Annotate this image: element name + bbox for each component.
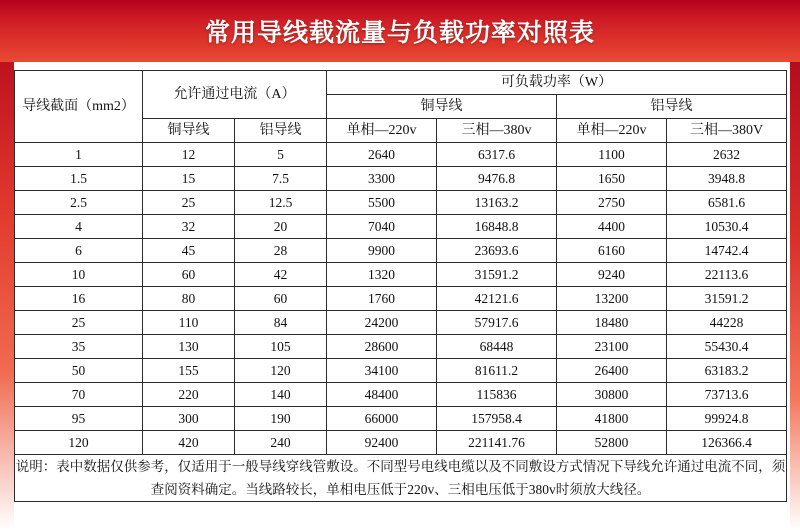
cell-copper-single: 2640 — [327, 143, 437, 167]
table-row — [15, 215, 787, 239]
cell-copper-current: 25 — [143, 191, 235, 215]
cell-aluminum-three: 55430.4 — [667, 335, 787, 359]
cell-copper-single: 1320 — [327, 263, 437, 287]
cell-copper-current: 130 — [143, 335, 235, 359]
cell-aluminum-current: 105 — [235, 335, 327, 359]
cell-aluminum-single: 23100 — [557, 335, 667, 359]
cell-copper-single: 9900 — [327, 239, 437, 263]
header-copper-group: 铜导线 — [327, 95, 557, 119]
cell-section: 1 — [15, 143, 143, 167]
table-row — [15, 167, 787, 191]
cell-aluminum-single: 2750 — [557, 191, 667, 215]
cell-aluminum-single: 9240 — [557, 263, 667, 287]
cell-aluminum-single: 41800 — [557, 407, 667, 431]
cell-copper-three: 157958.4 — [437, 407, 557, 431]
left-accent-bar — [0, 0, 14, 530]
cell-aluminum-current: 60 — [235, 287, 327, 311]
header-sub-copper-three: 三相—380v — [437, 119, 557, 143]
cell-aluminum-single: 18480 — [557, 311, 667, 335]
cell-aluminum-current: 140 — [235, 383, 327, 407]
cell-copper-single: 28600 — [327, 335, 437, 359]
cell-aluminum-current: 7.5 — [235, 167, 327, 191]
cell-copper-three: 23693.6 — [437, 239, 557, 263]
cell-section: 50 — [15, 359, 143, 383]
cell-copper-current: 80 — [143, 287, 235, 311]
cell-copper-single: 5500 — [327, 191, 437, 215]
cell-aluminum-single: 1100 — [557, 143, 667, 167]
cell-aluminum-three: 14742.4 — [667, 239, 787, 263]
cell-copper-three: 68448 — [437, 335, 557, 359]
cell-copper-current: 300 — [143, 407, 235, 431]
cell-aluminum-current: 240 — [235, 431, 327, 455]
cell-section: 10 — [15, 263, 143, 287]
header-section-col: 导线截面（mm2） — [15, 71, 143, 143]
cell-section: 16 — [15, 287, 143, 311]
cell-copper-three: 115836 — [437, 383, 557, 407]
header-sub-aluminum-single: 单相—220v — [557, 119, 667, 143]
cell-aluminum-three: 6581.6 — [667, 191, 787, 215]
cell-aluminum-current: 28 — [235, 239, 327, 263]
cell-copper-single: 24200 — [327, 311, 437, 335]
cell-section: 95 — [15, 407, 143, 431]
cell-section: 35 — [15, 335, 143, 359]
page-header — [0, 0, 800, 62]
cell-copper-current: 420 — [143, 431, 235, 455]
table-body — [15, 143, 787, 502]
cell-aluminum-current: 42 — [235, 263, 327, 287]
cell-copper-three: 13163.2 — [437, 191, 557, 215]
cell-copper-current: 155 — [143, 359, 235, 383]
cell-section: 6 — [15, 239, 143, 263]
cell-aluminum-single: 52800 — [557, 431, 667, 455]
table-row — [15, 239, 787, 263]
cell-aluminum-single: 1650 — [557, 167, 667, 191]
header-power-group: 可负载功率（W） — [327, 71, 787, 95]
cell-copper-three: 221141.76 — [437, 431, 557, 455]
cell-copper-three: 16848.8 — [437, 215, 557, 239]
cell-copper-three: 6317.6 — [437, 143, 557, 167]
cell-aluminum-current: 12.5 — [235, 191, 327, 215]
cell-aluminum-single: 6160 — [557, 239, 667, 263]
cell-copper-single: 1760 — [327, 287, 437, 311]
header-row-1 — [15, 71, 787, 95]
cell-aluminum-single: 13200 — [557, 287, 667, 311]
cell-copper-current: 32 — [143, 215, 235, 239]
header-sub-aluminum-three: 三相—380V — [667, 119, 787, 143]
cell-aluminum-three: 31591.2 — [667, 287, 787, 311]
cell-aluminum-single: 4400 — [557, 215, 667, 239]
cell-aluminum-three: 44228 — [667, 311, 787, 335]
cell-copper-three: 31591.2 — [437, 263, 557, 287]
cell-copper-single: 48400 — [327, 383, 437, 407]
cell-aluminum-three: 99924.8 — [667, 407, 787, 431]
cell-aluminum-three: 22113.6 — [667, 263, 787, 287]
cell-section: 2.5 — [15, 191, 143, 215]
cell-copper-single: 3300 — [327, 167, 437, 191]
cell-aluminum-current: 120 — [235, 359, 327, 383]
header-sub-copper-single: 单相—220v — [327, 119, 437, 143]
cell-aluminum-current: 84 — [235, 311, 327, 335]
cell-aluminum-three: 63183.2 — [667, 359, 787, 383]
cell-copper-current: 45 — [143, 239, 235, 263]
cell-copper-single: 92400 — [327, 431, 437, 455]
table-container — [14, 70, 786, 502]
cell-copper-current: 60 — [143, 263, 235, 287]
wire-capacity-table — [14, 70, 787, 502]
cell-copper-three: 81611.2 — [437, 359, 557, 383]
cell-copper-three: 9476.8 — [437, 167, 557, 191]
cell-aluminum-single: 26400 — [557, 359, 667, 383]
cell-copper-single: 66000 — [327, 407, 437, 431]
cell-aluminum-current: 20 — [235, 215, 327, 239]
cell-copper-single: 7040 — [327, 215, 437, 239]
cell-aluminum-three: 2632 — [667, 143, 787, 167]
table-header — [15, 71, 787, 143]
table-row — [15, 407, 787, 431]
table-row — [15, 431, 787, 455]
header-current-group: 允许通过电流（A） — [143, 71, 327, 119]
table-row — [15, 383, 787, 407]
cell-aluminum-three: 3948.8 — [667, 167, 787, 191]
right-accent-bar — [790, 0, 800, 530]
cell-aluminum-single: 30800 — [557, 383, 667, 407]
table-row — [15, 191, 787, 215]
header-sub-copper-current: 铜导线 — [143, 119, 235, 143]
table-row — [15, 263, 787, 287]
cell-copper-current: 220 — [143, 383, 235, 407]
cell-section: 4 — [15, 215, 143, 239]
cell-aluminum-three: 126366.4 — [667, 431, 787, 455]
cell-aluminum-three: 10530.4 — [667, 215, 787, 239]
cell-aluminum-current: 5 — [235, 143, 327, 167]
page-title: 常用导线载流量与负载功率对照表 — [204, 19, 595, 47]
table-note: 说明：表中数据仅供参考，仅适用于一般导线穿线管敷设。不同型号电线电缆以及不同敷设方式情况下导线允许通过电流不同，须查阅资料确定。当线路较长，单相电压低于220v、三相电压低于380v时须放大线径。 — [15, 455, 787, 502]
table-row — [15, 359, 787, 383]
cell-aluminum-current: 190 — [235, 407, 327, 431]
cell-section: 25 — [15, 311, 143, 335]
cell-copper-current: 110 — [143, 311, 235, 335]
cell-copper-current: 12 — [143, 143, 235, 167]
header-sub-aluminum-current: 铝导线 — [235, 119, 327, 143]
cell-copper-single: 34100 — [327, 359, 437, 383]
cell-section: 120 — [15, 431, 143, 455]
table-note-row — [15, 455, 787, 502]
cell-copper-three: 42121.6 — [437, 287, 557, 311]
table-row — [15, 311, 787, 335]
table-row — [15, 287, 787, 311]
cell-section: 70 — [15, 383, 143, 407]
cell-copper-current: 15 — [143, 167, 235, 191]
header-aluminum-group: 铝导线 — [557, 95, 787, 119]
cell-aluminum-three: 73713.6 — [667, 383, 787, 407]
table-row — [15, 335, 787, 359]
table-row — [15, 143, 787, 167]
cell-section: 1.5 — [15, 167, 143, 191]
cell-copper-three: 57917.6 — [437, 311, 557, 335]
